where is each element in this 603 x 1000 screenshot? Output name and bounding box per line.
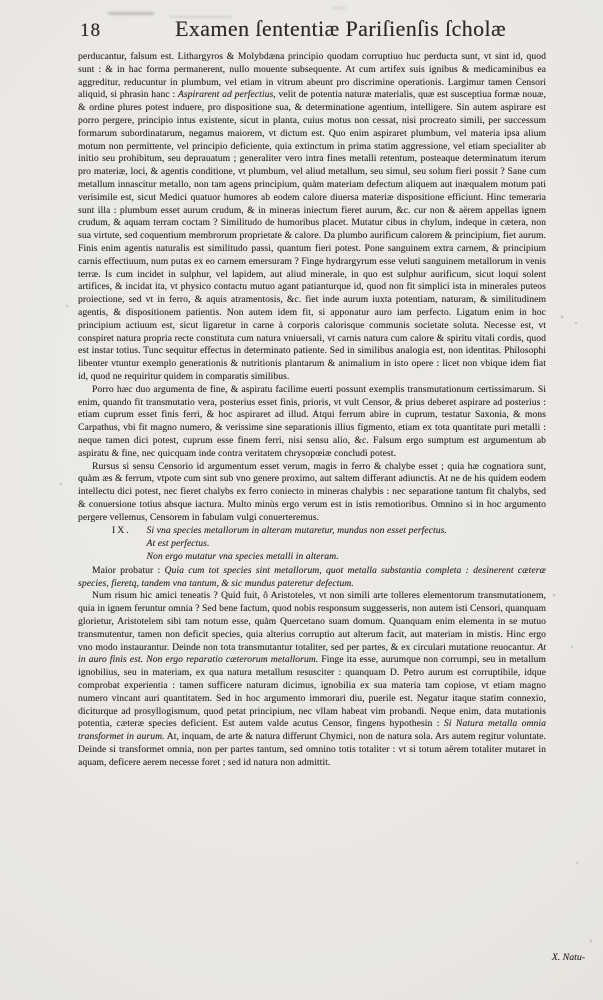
syllogism-premise-major: Si vna species metallorum in alteram mutaretur, mundus non esset perfectus. <box>146 525 447 537</box>
paper-speckles <box>0 0 2 2</box>
section-number: IX. <box>112 525 131 537</box>
text-block <box>78 51 546 770</box>
syllogism-premise-minor: At est perfectus. <box>146 538 210 550</box>
syllogism-lines <box>147 525 447 563</box>
scan-smudge <box>332 7 346 9</box>
syllogism-section-ix <box>112 525 546 563</box>
paragraph-num-risum: Num risum hic amici teneatis ? Quid fuit, ô Aristoteles, vt non simili arte tolleres elementorum transmutationem, quia in ignem feruntur omnia ? Sed bene factum, quod nobis responsum suggesseris, non autem isti Censori, quanquam glorietur, Aristotelem sibi tam notum esse, quàm Quercetano suam domum. Quanquam enim elementa in se mutuo transmutentur, tamen non deficit species, quia alterius corruptio aut alterum facit, aut materiam in mistis. Hinc ergo vno modo instaurantur. Deinde non tota transmutantur totaliter, sed per partes, & ex circulari mutatione reuocantur. At in auro finis est. Non ergo reparatio cæterorum metallorum. Finge ita esse, aurumque non corrumpi, seu in metallum ignobilius, seu in materiam, ex qua natura metallum resusciter : quanquam D. Petro aurum est corruptibile, idque comprobat experientia : tamen sufficere naturam dicimus, ignobilia ex sua materia tam copiose, vt etiam magno numero vincant auri quantitatem. Sed in hoc argumento immorari diu, puerile est. Negatur itaque statim connexio, diciturque ad prosyllogismum, quod petat principium, nec vllam habeat vim probandi. Neque enim, data mutationis potentia, cæteræ species deficient. Est autem valde acutus Censor, fingens hypothesin : Si Natura metalla omnia transformet in aurum. At, inquam, de arte & natura differunt Chymici, non de natura sola. Ars autem regitur voluntate. Deinde si transformet omnia, non per partes tantum, sed omnino totis totaliter : vt si totum aërem totaliter mutaret in aquam, deficere aerem necesse foret ; sed id natura non admittit. <box>78 590 547 768</box>
paragraph-rursus: Rursus si sensu Censorio id argumentum esset verum, magis in ferro & chalybe esset ; quia hæ cognatiora sunt, quàm æs & ferrum, vtpote cum sint sub vno genere proximo, aut saltem differant adiunctis. At ne de his quidem eodem intellectu dici potest, nec fieret chalybs ex ferro coniecto in mineras chalybis : nec separatione tantum fit chalybs, sed & conuersione totius absque iactura. Multo minùs ergo verum est in istis remotioribus. Omnino si in hoc argumento pergere vellemus, Censorem in fabulam vulgi conuerteremus. <box>78 460 546 523</box>
syllogism-conclusion: Non ergo mutatur vna species metalli in alteram. <box>146 551 339 563</box>
running-title: Examen ſententiæ Pariſienſis ſcholæ <box>174 16 507 41</box>
paragraph-maior-probatur: Maior probatur : Quia cum tot species sint metallorum, quot metalla substantia completa : desinerent cæteræ species, fieretq, tandem vna tantum, & sic mundus pateretur defectum. <box>78 564 546 589</box>
paragraph-continuation: perducantur, falsum est. Lithargyros & Molybdæna principio quodam corruptiuo huc perducta sunt, vt sint id, quod sunt : & in hac forma permanerent, nullo mouente subsequente. At cum artifex suis ignibus & medicaminibus ea aggreditur, reducuntur in plumbum, vel etiam in vitrum abeunt pro discrimine operationis. Largimur tamen Censori aliquid, si phrasin hanc : Aspirarent ad perfectius, velit de potentia naturæ materialis, quæ est susceptiua formæ nouæ, & ordine plures potest induere, pro dispositione sua, & determinatione agentium, intelligere. Sin autem aspirare est porro pergere, principio intus existente, sicut in planta, cuius motus non cessat, nisi procreato simili, per successum formarum subordinatarum, negamus maiorem, vt dictum est. Quo enim aspiraret plumbum, vel materia ipsa alium motum non permittente, vel principio deficiente, quia extinctum in prima statim aggressione, vel etiam specialiter ab initio seu prohibitum, seu deprauatum ; generaliter vero intra fines metalli retentum, posteaque determinatum iterum pro materiæ, loci, & agentis conditione, vt plumbum, vel aliud metallum, seu simul, seu solum fieri possit ? Sane cum metallum innascitur metallo, non tam agens principium, quàm materiam defectum aliquem aut inæqualem motum pati verisimile est, sicut Medici quatuor humores ab eodem calore diuersa materiæ dispositione efficiunt. Hinc temeraria sunt illa : plumbum esset aurum crudum, & in mineras iniectum fieret aurum, &c. cur non & aërem appellas ignem crudum, & aquam terram coctam ? Similitudo de humoribus placet. Mutatur cibus in chylum, indeque in cætera, non sua virtute, sed coquentium membrorum proprietate & calore. Da plumbo aurificum calorem & principium, fiet aurum. Finis enim agentis naturalis est similitudo passi, quantum fieri potest. Pone sanguinem extra carnem, & principium carnis effectiuum, num putas ex eo carnem emersuram ? Finge hydrargyrum esse veluti sanguinem metallorum in venis terræ. Is cum incidet in sulphur, vel lapidem, aut aliud minerale, in quo est sulphur aurificum, sicut loqui solent artifices, & incidat ita, vt physico contactu mutuo agant patianturque id, quod non fit simplici ista in minerales puteos proiectione, sed vt in ferro, & aquis atramentosis, &c. fiet inde aurum iuxta potentiam, naturam, & similitudinem agentis, & dispositionem patientis. Non autem idem fit, si apponatur auro iam perfecto. Ligatum enim in hoc principium actiuum est, sicut ligaretur in carne à corporis calorisque communis societate soluta. Necesse est, vt conspiret natura propria recte constituta cum natura vniuersali, vt carnis natura cum calore & spiritu vitali cordis, quod est instar totius. Tunc sequitur effectus in determinato patiente. Sed in similibus analogia est, non identitas. Philosophi libenter vtuntur exemplo generationis & nutritionis plantarum & animalium in isto opere : licet non vbique idem fiat id, quod ne requiritur quidem in comparatis similibus. <box>78 51 546 382</box>
catchword: X. Natu- <box>551 952 585 963</box>
page-header <box>80 16 546 42</box>
paragraph-porro: Porro hæc duo argumenta de fine, & aspiratu facilime euerti possunt exemplis transmutationum certissimarum. Si enim, quando fit transmutatio vera, posterius esset finis, prioris, vt vult Censor, & prius deberet aspirare ad posterius : etiam cuprum esset finis ferri, & hoc aspiraret ad illud. Atqui ferrum abire in cuprum, testatur Saxonia, & mons Carpathus, vbi fit magno numero, & verissime sine separationis illius figmento, etiam ex tota quantitate puri metalli : neque tamen dici potest, cuprum esse finem ferri, nisi sensu alio, &c. Falsum ergo sumptum est argumentum ab aspiratu & fine, nec quicquam inde contra veritatem chrysopœiæ concludi potest. <box>78 383 546 459</box>
page-number: 18 <box>80 20 101 41</box>
scan-smudge <box>108 12 154 15</box>
